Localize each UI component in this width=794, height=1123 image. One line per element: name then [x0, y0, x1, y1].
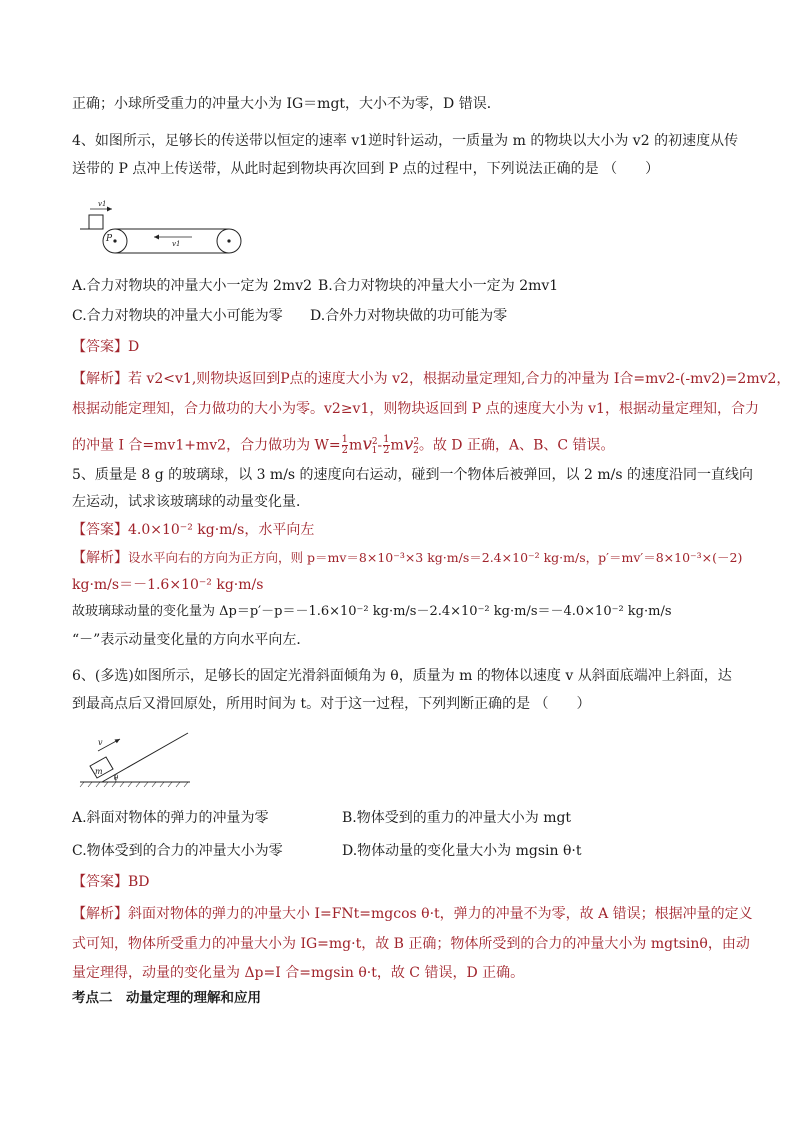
- explanation-formula-line: 的冲量 I 合=mv1+mv2，合力做功为 W= $\frac{1}{2}$ $mv^2_1-$ $\frac{1}{2}$ $mv^2_2$。故 D 正确，A、B、C 错误。: [72, 434, 615, 457]
- explanation-label: 【解析】: [72, 550, 128, 566]
- block-shape: [89, 215, 103, 229]
- question-6-line-2: 到最高点后又滑回原处，所用时间为 t。对于这一过程，下列判断正确的是 （ ）: [72, 696, 591, 712]
- option-b: B.合力对物块的冲量大小一定为 2mv1: [318, 278, 559, 294]
- ground-hatch: [80, 782, 188, 787]
- question-4-line-2: 送带的 P 点冲上传送带，从此时起到物块再次回到 P 点的过程中，下列说法正确的是 （ ）: [72, 161, 660, 177]
- answer-line: [72, 520, 314, 540]
- explanation-text: 。故 D 正确，A、B、C 错误。: [418, 437, 615, 454]
- v1-label-belt: v1: [172, 240, 181, 248]
- answer-line: [72, 337, 139, 357]
- explanation-line: [72, 904, 753, 924]
- p-label: P: [106, 234, 113, 244]
- explanation-text: 的冲量 I 合=mv1+mv2，合力做功为 W=: [72, 437, 341, 454]
- option-a: A.合力对物块的冲量大小一定为 2mv2: [72, 278, 313, 294]
- v-label: v: [98, 738, 103, 747]
- option-a: A.斜面对物体的弹力的冲量为零: [72, 810, 269, 826]
- question-5-line-1: 5、质量是 8 g 的玻璃球，以 3 m/s 的速度向右运动，碰到一个物体后被弹回，以 2 m/s 的速度沿同一直线向: [72, 467, 753, 483]
- question-5-line-2: 左运动，试求该玻璃球的动量变化量．: [72, 494, 310, 510]
- answer-value: 4.0×10⁻² kg·m/s，水平向左: [128, 522, 315, 538]
- answer-label: 【答案】: [72, 522, 128, 538]
- explanation-line: [72, 548, 742, 568]
- answer-label: 【答案】: [72, 339, 128, 355]
- question-4-line-1: 4、如图所示，足够长的传送带以恒定的速率 v1逆时针运动，一质量为 m 的物块以大小为 v2 的初速度从传: [72, 133, 739, 149]
- explanation-text: 设水平向右的方向为正方向，则 p＝mv＝8×10⁻³×3 kg·m/s＝2.4×10⁻² kg·m/s，p′＝mv′＝8×10⁻³×(－2): [128, 550, 743, 565]
- incline-figure: [76, 728, 196, 792]
- option-c: C.物体受到的合力的冲量大小为零: [72, 843, 283, 859]
- option-c: C.合力对物块的冲量大小可能为零: [72, 308, 283, 324]
- explanation-line: 根据动能定理知，合力做功的大小为零。v2≥v1，则物块返回到 P 点的速度大小为 v1，根据动量定理知，合力: [72, 401, 759, 417]
- conveyor-belt-figure: [72, 196, 252, 260]
- explanation-line: 量定理得，动量的变化量为 Δp=I 合=mgsin θ·t，故 C 错误，D 正确。: [72, 965, 525, 981]
- explanation-line: kg·m/s＝－1.6×10⁻² kg·m/s: [72, 577, 264, 593]
- explanation-line: 故玻璃球动量的变化量为 Δp＝p′－p＝－1.6×10⁻² kg·m/s－2.4×10⁻² kg·m/s＝－4.0×10⁻² kg·m/s: [72, 604, 672, 619]
- answer-value: D: [128, 339, 140, 355]
- fraction: $\frac{1}{2}$: [341, 434, 349, 457]
- theta-label: θ: [114, 774, 119, 782]
- option-d: D.物体动量的变化量大小为 mgsin θ·t: [342, 843, 582, 859]
- answer-value: BD: [128, 874, 150, 890]
- option-b: B.物体受到的重力的冲量大小为 mgt: [342, 810, 572, 826]
- explanation-line: “－”表示动量变化量的方向水平向左．: [72, 632, 311, 648]
- explanation-line: 式可知，物体所受重力的冲量大小为 IG=mg·t，故 B 正确；物体所受到的合力的冲量大小为 mgtsinθ，由动: [72, 936, 750, 952]
- section-heading: 考点二 动量定理的理解和应用: [72, 990, 261, 1006]
- question-6-line-1: 6、(多选)如图所示，足够长的固定光滑斜面倾角为 θ，质量为 m 的物体以速度 v 从斜面底端冲上斜面，达: [72, 668, 732, 684]
- explanation-line: [72, 369, 790, 389]
- v1-label-top: v1: [98, 200, 107, 208]
- explanation-label: 【解析】: [72, 906, 128, 922]
- option-d: D.合外力对物块做的功可能为零: [310, 308, 508, 324]
- m-label: m: [95, 767, 103, 776]
- text-line: 正确；小球所受重力的冲量大小为 IG＝mgt，大小不为零，D 错误．: [72, 96, 501, 112]
- explanation-text: 若 v2<v1,则物块返回到P点的速度大小为 v2，根据动量定理知,合力的冲量为 I合=mv2-(-mv2)=2mv2，: [128, 371, 791, 387]
- explanation-label: 【解析】: [72, 371, 128, 387]
- explanation-text: 斜面对物体的弹力的冲量大小 I=FNt=mgcos θ·t，弹力的冲量不为零，故 A 错误；根据冲量的定义: [128, 906, 753, 922]
- fraction: $\frac{1}{2}$: [383, 434, 390, 457]
- answer-label: 【答案】: [72, 874, 128, 890]
- answer-line: [72, 872, 150, 892]
